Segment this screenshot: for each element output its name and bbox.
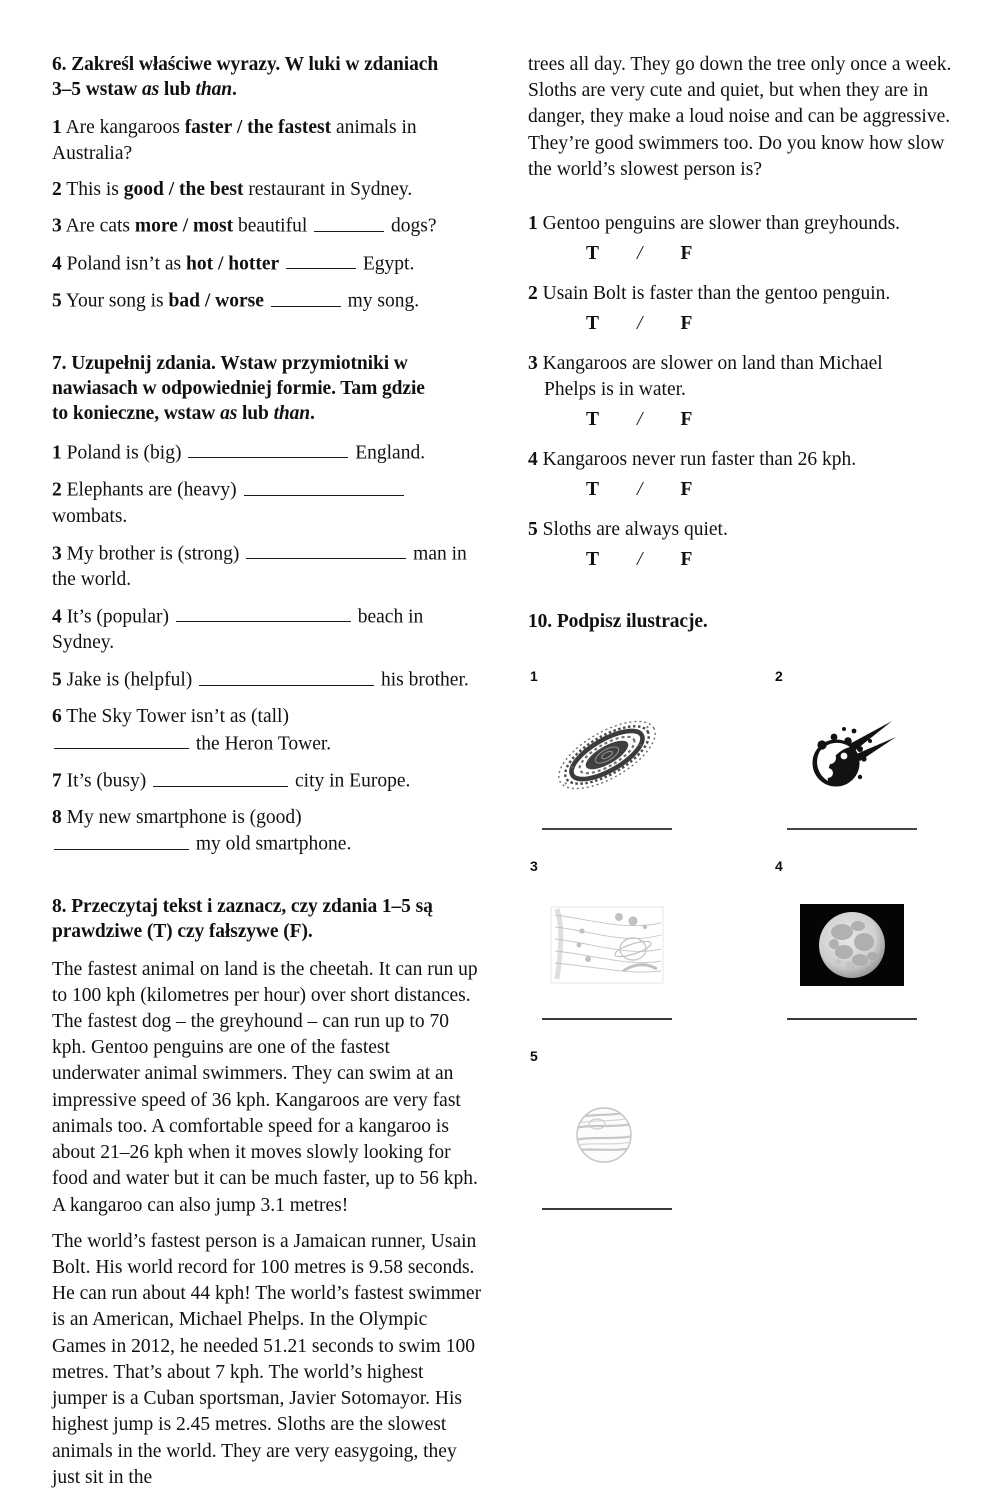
exercise-7-title-line2: nawiasach w odpowiedniej formie. Tam gdzie <box>52 378 425 400</box>
item-number: 8 <box>52 806 62 828</box>
exercise-6-item-4 <box>52 250 482 277</box>
item-number: 5 <box>52 669 62 691</box>
section-spacer <box>528 587 958 605</box>
item-text-pre: This is <box>66 178 124 200</box>
answer-blank[interactable] <box>54 730 189 750</box>
picture-item-2 <box>773 668 958 858</box>
exercise-8-title-line1: 8. Przeczytaj tekst i zaznacz, czy zdania 1–5 są <box>52 895 433 917</box>
item-text-pre: Elephants are (heavy) <box>66 479 242 501</box>
exercise-7-item-3 <box>52 540 482 593</box>
item-number: 4 <box>52 606 62 628</box>
item-number: 2 <box>528 283 538 305</box>
exercise-6-title-line2-end: . <box>231 79 237 101</box>
picture-grid <box>528 668 958 1238</box>
item-number: 6 <box>52 705 62 727</box>
left-column <box>52 52 482 1491</box>
item-choice-options[interactable]: more / most <box>134 215 234 237</box>
item-text-pre: Your song is <box>65 290 169 312</box>
item-text-pre: It’s (popular) <box>66 606 174 628</box>
item-text-mid: beautiful <box>233 215 313 237</box>
item-text-pre: Jake is (helpful) <box>66 669 198 691</box>
tf-answer-row-4 <box>528 479 958 501</box>
exercise-6-item-5 <box>52 287 482 314</box>
picture-number: 2 <box>775 667 783 684</box>
exercise-6-title <box>52 52 482 103</box>
answer-blank[interactable] <box>188 439 348 459</box>
exercise-7-title-line3-end: . <box>310 403 315 425</box>
item-number: 3 <box>52 215 62 237</box>
answer-blank[interactable] <box>244 476 404 496</box>
answer-blank[interactable] <box>246 540 406 560</box>
item-number: 3 <box>528 352 538 374</box>
exercise-6-title-italic-than: than <box>195 79 232 101</box>
answer-blank[interactable] <box>199 666 374 686</box>
false-option[interactable]: F <box>680 548 693 570</box>
exercise-7-title-italic-as: as <box>220 403 238 425</box>
option-separator: / <box>637 312 643 334</box>
exercise-6-item-2 <box>52 177 482 203</box>
item-text-post: my song. <box>342 290 420 312</box>
item-text-post: animals in Australia? <box>52 116 417 164</box>
picture-item-4 <box>773 858 958 1048</box>
exercise-7-title <box>52 351 482 427</box>
false-option[interactable]: F <box>680 408 693 430</box>
exercise-7-title-line3-pre: to konieczne, wstaw <box>52 403 221 425</box>
picture-answer-line[interactable] <box>542 1208 672 1210</box>
item-number: 1 <box>52 116 62 138</box>
picture-number: 4 <box>775 857 783 874</box>
exercise-7-item-8 <box>52 805 482 858</box>
item-choice-options[interactable]: good / the best <box>123 178 244 200</box>
exercise-7-item-7 <box>52 767 482 794</box>
tf-answer-row-3 <box>528 409 958 431</box>
false-option[interactable]: F <box>680 312 693 334</box>
solar-system-icon <box>542 886 672 1004</box>
moon-icon <box>787 886 917 1004</box>
exercise-8-title <box>52 894 482 945</box>
tf-statement-5 <box>528 517 958 543</box>
true-option[interactable]: T <box>586 548 600 570</box>
item-number: 5 <box>52 290 62 312</box>
item-text-post: my old smartphone. <box>191 833 352 855</box>
exercise-7-item-1 <box>52 439 482 466</box>
item-text-pre: Poland is (big) <box>66 442 187 464</box>
picture-item-1 <box>528 668 713 858</box>
exercise-7-item-6 <box>52 704 482 757</box>
reading-text <box>52 957 482 1491</box>
item-text-post: beach in Sydney. <box>52 606 424 654</box>
picture-item-5 <box>528 1048 713 1238</box>
picture-answer-line[interactable] <box>787 1018 917 1020</box>
answer-blank[interactable] <box>286 250 356 270</box>
item-number: 1 <box>52 442 62 464</box>
exercise-6-title-line1: 6. Zakreśl właściwe wyrazy. W luki w zdaniach <box>52 54 439 75</box>
option-separator: / <box>637 243 643 265</box>
tf-statement-3 <box>528 351 958 403</box>
option-separator: / <box>637 478 643 500</box>
exercise-6-title-italic-as: as <box>142 79 160 101</box>
answer-blank[interactable] <box>176 603 351 623</box>
statement-text: Kangaroos are slower on land than Michael <box>542 352 883 374</box>
reading-paragraph-2-continued: trees all day. They go down the tree only once a week. Sloths are very cute and quiet, but when they are in danger, they make a loud noise and can be aggressive. They’re good swimmers too. Do you know how slow the world’s slowest person is? <box>528 54 952 180</box>
tf-answer-row-5 <box>528 549 958 571</box>
tf-answer-row-1 <box>528 243 958 265</box>
item-text-pre: My new smartphone is (good) <box>66 806 302 828</box>
item-text-pre: Are cats <box>65 215 135 237</box>
item-choice-options[interactable]: bad / worse <box>168 290 264 312</box>
exercise-6-title-line2-pre: 3–5 wstaw <box>52 79 142 101</box>
item-text-mid <box>279 253 284 274</box>
item-text-post: dogs? <box>386 215 437 237</box>
answer-blank[interactable] <box>153 767 288 787</box>
item-number: 2 <box>52 479 62 501</box>
item-number: 5 <box>528 518 538 540</box>
tf-statement-1 <box>528 211 958 237</box>
statement-text: Sloths are always quiet. <box>542 518 728 540</box>
picture-answer-line[interactable] <box>542 1018 672 1020</box>
item-text-mid <box>264 291 269 312</box>
section-spacer <box>52 325 482 351</box>
item-text-pre: It’s (busy) <box>66 770 152 792</box>
item-number: 1 <box>528 213 538 235</box>
item-text-post: Egypt. <box>358 253 415 275</box>
picture-answer-line[interactable] <box>542 828 672 830</box>
exercise-7-title-italic-than: than <box>273 403 311 425</box>
reading-paragraph-1: The fastest animal on land is the cheetah. It can run up to 100 kph (kilometres per hour) over short distances. The fastest dog – the greyhound – can run up to 70 kph. Gentoo penguins are one of the fastest underwater animal swimmers. They can swim at an impressive speed of 36 kph. Kangaroos are very fast animals too. A comfortable speed for a kangaroo is about 21–26 kph when it moves slowly looking for food and water but it can be much faster, up to 56 kph. A kangaroo can also jump 3.1 metres! <box>52 958 478 1216</box>
exercise-10-title: 10. Podpisz ilustracje. <box>528 610 708 632</box>
item-text-pre: The Sky Tower isn’t as (tall) <box>66 705 289 727</box>
exercise-7-item-4 <box>52 603 482 656</box>
exercise-6-item-3 <box>52 212 482 239</box>
answer-blank[interactable] <box>271 287 341 307</box>
item-text-post: the Heron Tower. <box>191 733 332 755</box>
item-text-pre: Poland isn’t as <box>66 253 186 275</box>
exercise-7-title-line1: 7. Uzupełnij zdania. Wstaw przymiotniki w <box>52 352 408 374</box>
answer-blank[interactable] <box>54 830 189 850</box>
item-text-post: restaurant in Sydney. <box>243 178 413 200</box>
item-text-post: wombats. <box>52 505 128 527</box>
reading-paragraph-2: The world’s fastest person is a Jamaican runner, Usain Bolt. His world record for 100 metres is 9.58 seconds. He can run about 44 kph! The world’s fastest swimmer is an American, Michael Phelps. In the Olympic Games in 2012, he needed 51.21 seconds to swim 100 metres. That’s about 7 kph. The world’s highest jumper is a Cuban sportsman, Javier Sotomayor. His highest jump is 2.45 metres. Sloths are the slowest animals in the world. They are very easygoing, they just sit in the <box>52 1230 482 1488</box>
item-text-pre: Are kangaroos <box>65 116 185 138</box>
item-number: 4 <box>52 253 62 275</box>
exercise-7-item-2 <box>52 476 482 529</box>
tf-statement-4 <box>528 447 958 473</box>
item-choice-options[interactable]: faster / the fastest <box>184 116 332 138</box>
picture-number: 1 <box>530 667 538 684</box>
true-option[interactable]: T <box>586 243 600 265</box>
exercise-7-item-5 <box>52 666 482 693</box>
picture-answer-line[interactable] <box>787 828 917 830</box>
right-column <box>528 52 958 1238</box>
item-text-post: his brother. <box>376 669 469 691</box>
item-text-post: city in Europe. <box>290 770 411 792</box>
option-separator: / <box>637 408 643 430</box>
true-option[interactable]: T <box>586 408 600 430</box>
exercise-8-title-line2: prawdziwe (T) czy fałszywe (F). <box>52 921 313 943</box>
item-choice-options[interactable]: hot / hotter <box>185 253 280 275</box>
exercise-6-title-line2-mid: lub <box>159 79 196 101</box>
item-text-post: England. <box>350 442 426 464</box>
item-text-pre: My brother is (strong) <box>66 543 245 565</box>
statement-text: Usain Bolt is faster than the gentoo penguin. <box>542 283 891 305</box>
true-option[interactable]: T <box>586 312 600 334</box>
item-number: 4 <box>528 448 538 470</box>
planet-icon <box>542 1076 672 1194</box>
statement-text-continued: Phelps is in water. <box>544 378 686 400</box>
picture-number: 3 <box>530 857 538 874</box>
section-spacer <box>52 868 482 894</box>
item-number: 7 <box>52 770 62 792</box>
false-option[interactable]: F <box>680 243 693 265</box>
exercise-7-title-line3-mid: lub <box>237 403 274 425</box>
comet-icon <box>787 696 917 814</box>
exercise-6-item-1 <box>52 115 482 167</box>
picture-item-3 <box>528 858 713 1048</box>
answer-blank[interactable] <box>314 212 384 232</box>
galaxy-icon <box>542 696 672 814</box>
statement-text: Gentoo penguins are slower than greyhounds. <box>542 213 901 235</box>
false-option[interactable]: F <box>680 478 693 500</box>
item-number: 2 <box>52 178 62 200</box>
two-column-layout <box>52 52 960 1491</box>
statement-text: Kangaroos never run faster than 26 kph. <box>542 448 857 470</box>
true-option[interactable]: T <box>586 478 600 500</box>
tf-answer-row-2 <box>528 313 958 335</box>
item-text-post: man in the world. <box>52 543 467 591</box>
tf-statement-2 <box>528 281 958 307</box>
option-separator: / <box>637 548 643 570</box>
picture-number: 5 <box>530 1047 538 1064</box>
item-number: 3 <box>52 543 62 565</box>
